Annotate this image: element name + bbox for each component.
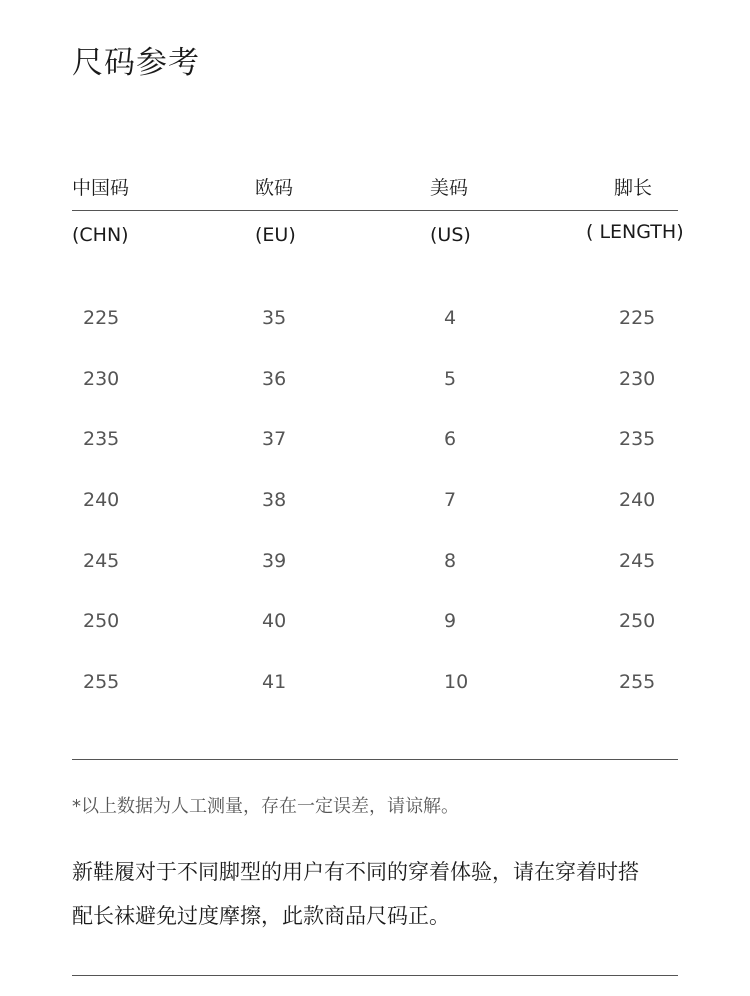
- description-line-1: 新鞋履对于不同脚型的用户有不同的穿着体验，请在穿着时搭: [72, 860, 639, 884]
- cell-eu: 37: [262, 428, 287, 451]
- cell-length: 225: [619, 307, 656, 329]
- measurement-footnote: *以上数据为人工测量，存在一定误差，请谅解。: [72, 796, 459, 817]
- cell-chn: 245: [83, 549, 120, 572]
- cell-length: 255: [619, 671, 656, 694]
- cell-us: 9: [444, 610, 457, 633]
- cell-chn: 250: [83, 610, 120, 633]
- cell-us: 10: [444, 671, 469, 694]
- cell-eu: 41: [262, 671, 287, 694]
- cell-length: 250: [619, 610, 656, 633]
- size-table-body: [72, 304, 678, 729]
- cell-chn: 230: [83, 367, 120, 390]
- cell-chn: 225: [83, 307, 120, 329]
- cell-eu: 38: [262, 489, 287, 512]
- cell-length: 235: [619, 428, 656, 451]
- cell-length: 230: [619, 367, 656, 390]
- table-bottom-divider: [72, 759, 678, 760]
- header-us: 美码: [430, 177, 469, 199]
- cell-chn: 235: [83, 428, 120, 451]
- cell-chn: 240: [83, 489, 120, 512]
- page-title: 尺码参考: [72, 45, 200, 81]
- unit-length: ( LENGTH): [586, 221, 684, 243]
- fit-description: [72, 850, 682, 938]
- unit-eu: (EU): [255, 224, 296, 246]
- table-row: [72, 607, 678, 668]
- cell-eu: 36: [262, 367, 287, 390]
- size-table-units: [72, 221, 684, 248]
- header-eu: 欧码: [255, 177, 294, 199]
- cell-eu: 39: [262, 549, 287, 572]
- cell-us: 5: [444, 367, 457, 390]
- footer-divider: [72, 975, 678, 976]
- header-length: 脚长: [614, 177, 653, 199]
- table-row: [72, 486, 678, 547]
- cell-eu: 40: [262, 610, 287, 633]
- table-row: [72, 365, 678, 426]
- cell-us: 8: [444, 549, 457, 572]
- unit-us: (US): [430, 224, 471, 246]
- cell-eu: 35: [262, 307, 287, 329]
- table-row: [72, 304, 678, 365]
- header-chn: 中国码: [72, 177, 130, 199]
- description-line-2: 配长袜避免过度摩擦，此款商品尺码正。: [72, 904, 450, 928]
- size-table-header: [72, 176, 678, 200]
- cell-us: 4: [444, 307, 457, 329]
- header-divider: [72, 210, 678, 211]
- cell-chn: 255: [83, 671, 120, 694]
- cell-us: 6: [444, 428, 457, 451]
- unit-chn: (CHN): [72, 224, 129, 246]
- table-row: [72, 425, 678, 486]
- cell-length: 240: [619, 489, 656, 512]
- table-row: [72, 547, 678, 608]
- table-row: [72, 668, 678, 729]
- cell-us: 7: [444, 489, 457, 512]
- cell-length: 245: [619, 549, 656, 572]
